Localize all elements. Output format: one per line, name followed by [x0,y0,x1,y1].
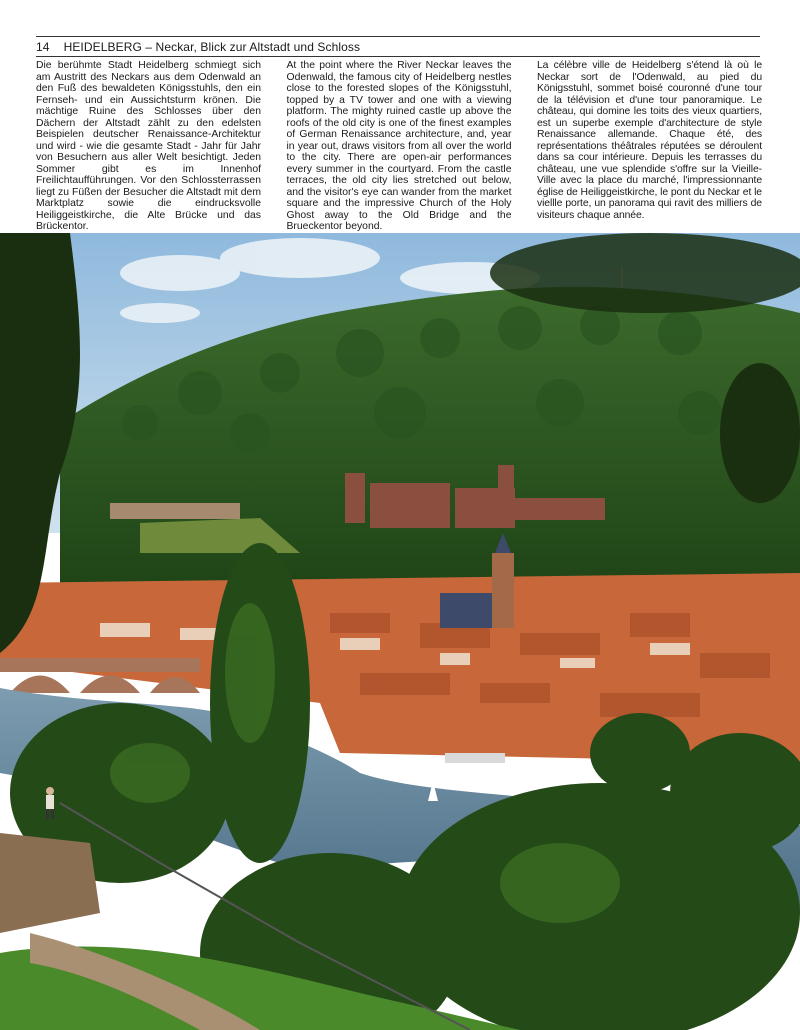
column-french: La célèbre ville de Heidelberg s'étend là où le Neckar sort de l'Odenwald, au pied du Königsstuhl, sommet boisé couronné d'une tour de la télévision et d'une tour panoramique. Le château, qui domine les toits des vieux quartiers, est un superbe exemple d'architecture de style Renaissance allemande. Chaque été, des représentations théâtrales réputées se déroulent dans sa cour intérieure. Depuis les terrasses du château, une vue splendide s'offre sur la Vieille-Ville avec la place du marché, l'impressionnante église de Heiliggeistkirche, le pont du Neckar et le viellle porte, un panorama qui ravit des milliers de visiteurs chaque année. [537,60,762,221]
heidelberg-photo [0,233,800,1030]
river-boat [445,753,505,763]
heidelberg-panorama-illustration [0,233,800,1030]
column-german: Die berühmte Stadt Heidelberg schmiegt sich am Austritt des Neckars aus dem Odenwald an den Fuß des bewaldeten Königsstuhls, den ein Fernseh- und ein Aussichtsturm krönen. Die mächtige Ruine des Schlosses über den Dächern der Altstadt zählt zu den edelsten Beispielen deutscher Renaissance-Architektur und wird - wie die gesamte Stadt - Jahr für Jahr von Besuchern aus aller Welt besichtigt. Jeden Sommer gibt es im Innenhof Freilichtaufführungen. Vor den Schlossterrassen liegt zu Füßen der Besucher die Altstadt mit dem Marktplatz sowie die eindrucksvolle Heiliggeistkirche, die Alte Brücke und das Brückentor. [36,60,261,232]
text-columns [36,60,762,233]
page-number: 14 [36,39,50,54]
page-header [36,36,760,57]
page-title: HEIDELBERG – Neckar, Blick zur Altstadt und Schloss [63,39,361,54]
column-english: At the point where the River Neckar leaves the Odenwald, the famous city of Heidelberg nestles close to the forested slopes of the Königsstuhl, topped by a TV tower and one with a viewing platform. The mighty ruined castle up above the roofs of the old city is one of the finest examples of German Renaissance architecture, and, year in year out, draws visitors from all over the world to the city. There are open-air performances every summer in the courtyard. From the castle terraces, the old city lies stretched out below, and the visitor's eye can wander from the market square and the impressive Church of the Holy Ghost away to the Old Bridge and the Brueckentor beyond. [286,60,512,232]
castle-terrace-arches [110,503,240,519]
stone-wall [0,833,100,933]
